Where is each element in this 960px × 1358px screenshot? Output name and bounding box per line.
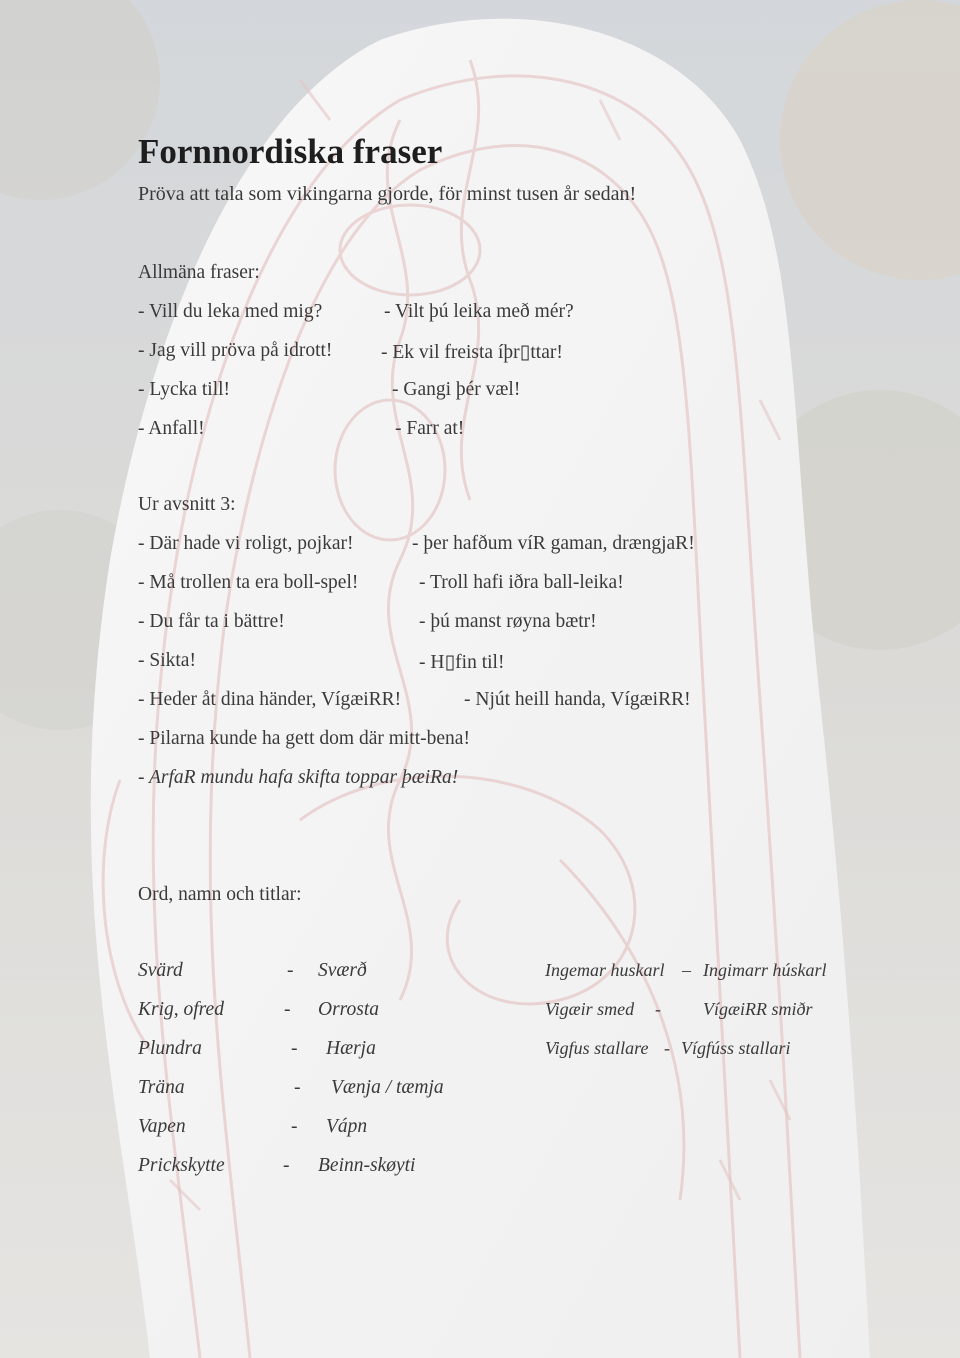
word-left-3-swedish: Plundra bbox=[138, 1038, 202, 1059]
word-left-2-swedish: Krig, ofred bbox=[138, 999, 224, 1020]
words-heading: Ord, namn och titlar: bbox=[138, 884, 302, 905]
episode-row-1-norse: - þer hafðum víR gaman, drængjaR! bbox=[412, 533, 695, 554]
general-heading: Allmäna fraser: bbox=[138, 262, 260, 283]
episode-row-4-norse: - H▯fin til! bbox=[419, 652, 505, 673]
episode-row-5-norse: - Njút heill handa, VígæiRR! bbox=[464, 689, 691, 710]
general-row-2-swedish: - Jag vill pröva på idrott! bbox=[138, 340, 333, 361]
word-right-2-dash: - bbox=[655, 999, 661, 1019]
episode-row-3-norse: - þú manst røyna bætr! bbox=[419, 611, 597, 632]
general-row-1-norse: - Vilt þú leika með mér? bbox=[384, 301, 574, 322]
word-left-5-dash: - bbox=[291, 1116, 298, 1137]
general-row-1-swedish: - Vill du leka med mig? bbox=[138, 301, 323, 322]
word-left-4-norse: Vænja / tæmja bbox=[331, 1077, 444, 1098]
episode-row-1-swedish: - Där hade vi roligt, pojkar! bbox=[138, 533, 354, 554]
word-right-1-dash: – bbox=[682, 960, 691, 980]
general-row-3-swedish: - Lycka till! bbox=[138, 379, 231, 400]
episode-row-2-norse: - Troll hafi iðra ball-leika! bbox=[419, 572, 624, 593]
general-row-2-norse: - Ek vil freista íþr▯ttar! bbox=[381, 342, 563, 363]
word-left-3-dash: - bbox=[291, 1038, 298, 1059]
episode-row-5-swedish: - Heder åt dina händer, VígæiRR! bbox=[138, 689, 402, 710]
episode-extra-line-2: - ArfaR mundu hafa skifta toppar þæiRa! bbox=[138, 767, 459, 788]
word-right-1-norse: Ingimarr húskarl bbox=[703, 960, 827, 980]
subtitle: Pröva att tala som vikingarna gjorde, för minst tusen år sedan! bbox=[138, 183, 637, 205]
word-left-1-norse: Sværð bbox=[318, 960, 367, 981]
word-right-3-norse: Vígfúss stallari bbox=[681, 1038, 791, 1058]
page-title: Fornnordiska fraser bbox=[138, 132, 443, 171]
general-row-4-swedish: - Anfall! bbox=[138, 418, 205, 439]
word-left-6-dash: - bbox=[283, 1155, 290, 1176]
episode-extra-line-1: - Pilarna kunde ha gett dom där mitt-bena! bbox=[138, 728, 470, 749]
word-left-2-norse: Orrosta bbox=[318, 999, 380, 1020]
general-row-3-norse: - Gangi þér væl! bbox=[392, 379, 521, 400]
word-left-4-swedish: Träna bbox=[138, 1077, 185, 1098]
word-left-5-norse: Vápn bbox=[326, 1116, 368, 1137]
word-left-6-norse: Beinn-skøyti bbox=[318, 1155, 416, 1176]
word-left-6-swedish: Prickskytte bbox=[138, 1155, 225, 1176]
episode-row-4-swedish: - Sikta! bbox=[138, 650, 196, 671]
word-right-3-dash: - bbox=[664, 1038, 670, 1058]
general-row-4-norse: - Farr at! bbox=[395, 418, 465, 439]
word-left-5-swedish: Vapen bbox=[138, 1116, 186, 1137]
word-right-3-swedish: Vigfus stallare bbox=[545, 1038, 649, 1058]
episode-row-2-swedish: - Må trollen ta era boll-spel! bbox=[138, 572, 359, 593]
word-right-2-norse: VígæiRR smiðr bbox=[703, 999, 813, 1019]
word-left-2-dash: - bbox=[284, 999, 291, 1020]
word-right-1-swedish: Ingemar huskarl bbox=[545, 960, 665, 980]
word-left-1-swedish: Svärd bbox=[138, 960, 183, 981]
word-left-4-dash: - bbox=[294, 1077, 301, 1098]
word-left-1-dash: - bbox=[287, 960, 294, 981]
word-left-3-norse: Hærja bbox=[326, 1038, 376, 1059]
episode-row-3-swedish: - Du får ta i bättre! bbox=[138, 611, 285, 632]
episode-heading: Ur avsnitt 3: bbox=[138, 494, 236, 515]
word-right-2-swedish: Vigæir smed bbox=[545, 999, 635, 1019]
